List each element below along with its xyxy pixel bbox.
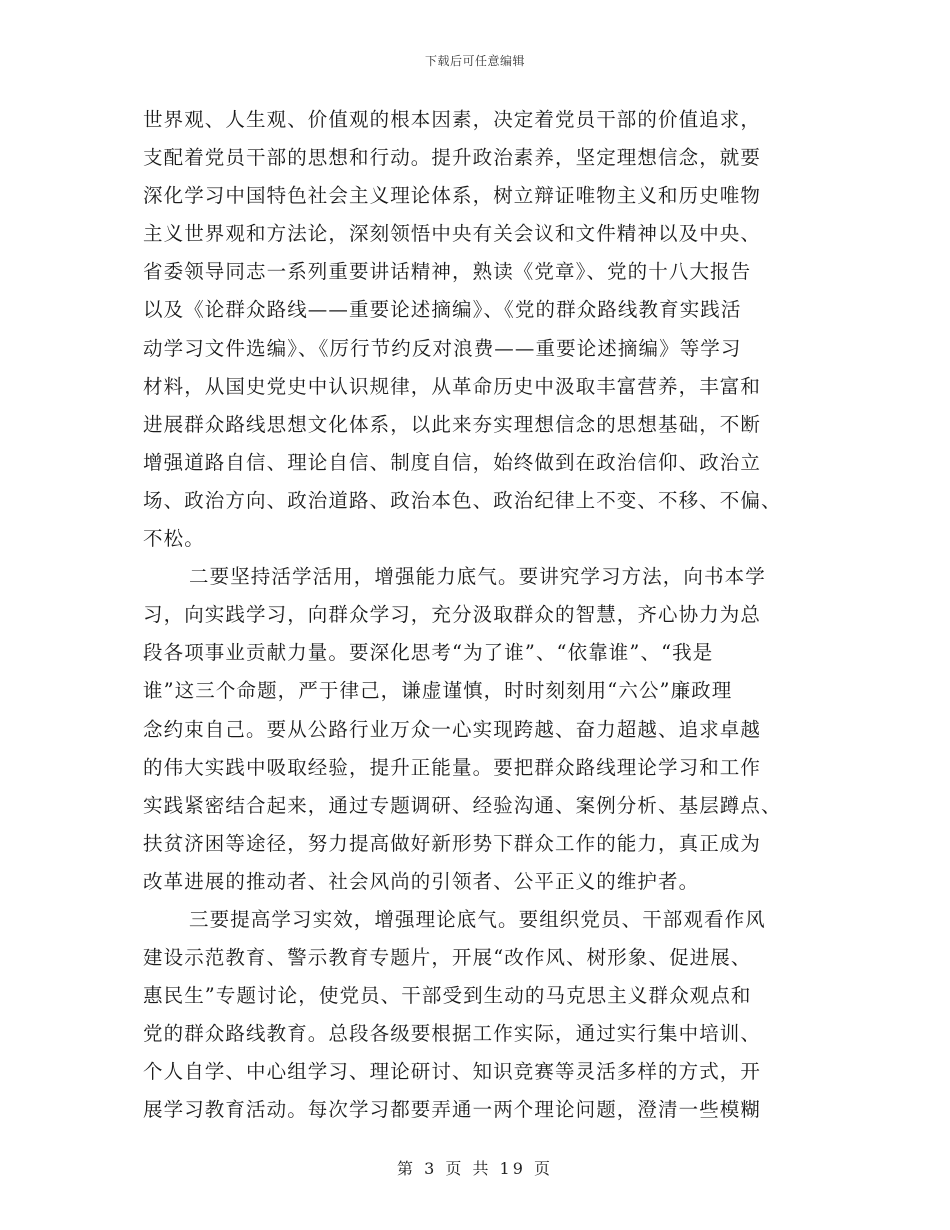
text-line: 不松。 xyxy=(143,527,205,551)
paragraph-start-line: 二要坚持活学活用，增强能力底气。要讲究学习方法，向书本学 xyxy=(189,565,766,589)
text-line: 增强道路自信、理论自信、制度自信，始终做到在政治信仰、政治立 xyxy=(143,450,762,474)
text-line: 主义世界观和方法论，深刻领悟中央有关会议和文件精神以及中央、 xyxy=(143,222,762,246)
page-header: 下载后可任意编辑 xyxy=(424,54,525,68)
text-line: 习，向实践学习，向群众学习，充分汲取群众的智慧，齐心协力为总 xyxy=(143,603,762,627)
text-line: 省委领导同志一系列重要讲话精神，熟读《党章》、党的十八大报告 xyxy=(143,260,752,284)
page-number: 第 3 页 共 19 页 xyxy=(397,1159,553,1178)
text-line: 以及《论群众路线——重要论述摘编》、《党的群众路线教育实践活 xyxy=(143,298,742,322)
text-line: 动学习文件选编》、《厉行节约反对浪费——重要论述摘编》等学习 xyxy=(143,336,742,360)
text-line: 党的群众路线教育。总段各级要根据工作实际，通过实行集中培训、 xyxy=(143,1022,762,1046)
text-line: 支配着党员干部的思想和行动。提升政治素养，坚定理想信念，就要 xyxy=(143,146,762,170)
text-line: 进展群众路线思想文化体系，以此来夯实理想信念的思想基础，不断 xyxy=(143,412,762,436)
document-body xyxy=(143,101,813,1130)
text-line: 谁”这三个命题，严于律己，谦虚谨慎，时时刻刻用“六公”廉政理 xyxy=(143,679,733,703)
text-line: 深化学习中国特色社会主义理论体系，树立辩证唯物主义和历史唯物 xyxy=(143,184,762,208)
paragraph-start-line: 三要提高学习实效，增强理论底气。要组织党员、干部观看作风 xyxy=(189,907,766,931)
text-line: 的伟大实践中吸取经验，提升正能量。要把群众路线理论学习和工作 xyxy=(143,755,762,779)
text-line: 念约束自己。要从公路行业万众一心实现跨越、奋力超越、追求卓越 xyxy=(143,717,762,741)
text-line: 场、政治方向、政治道路、政治本色、政治纪律上不变、不移、不偏、 xyxy=(143,488,782,512)
text-line: 展学习教育活动。每次学习都要弄通一两个理论问题，澄清一些模糊 xyxy=(143,1098,762,1122)
text-line: 材料，从国史党史中认识规律，从革命历史中汲取丰富营养，丰富和 xyxy=(143,374,762,398)
text-line: 个人自学、中心组学习、理论研讨、知识竞赛等灵活多样的方式，开 xyxy=(143,1060,762,1084)
text-line: 世界观、人生观、价值观的根本因素，决定着党员干部的价值追求， xyxy=(143,108,762,131)
text-line: 建设示范教育、警示教育专题片，开展“改作风、树形象、促进展、 xyxy=(143,946,752,970)
text-line: 扶贫济困等途径，努力提高做好新形势下群众工作的能力，真正成为 xyxy=(143,831,762,855)
text-line: 惠民生”专题讨论，使党员、干部受到生动的马克思主义群众观点和 xyxy=(143,984,752,1008)
text-line: 段各项事业贡献力量。要深化思考“为了谁”、“依靠谁”、“我是 xyxy=(143,641,714,665)
text-line: 改革进展的推动者、社会风尚的引领者、公平正义的维护者。 xyxy=(143,869,700,893)
text-line: 实践紧密结合起来，通过专题调研、经验沟通、案例分析、基层蹲点、 xyxy=(143,793,782,817)
